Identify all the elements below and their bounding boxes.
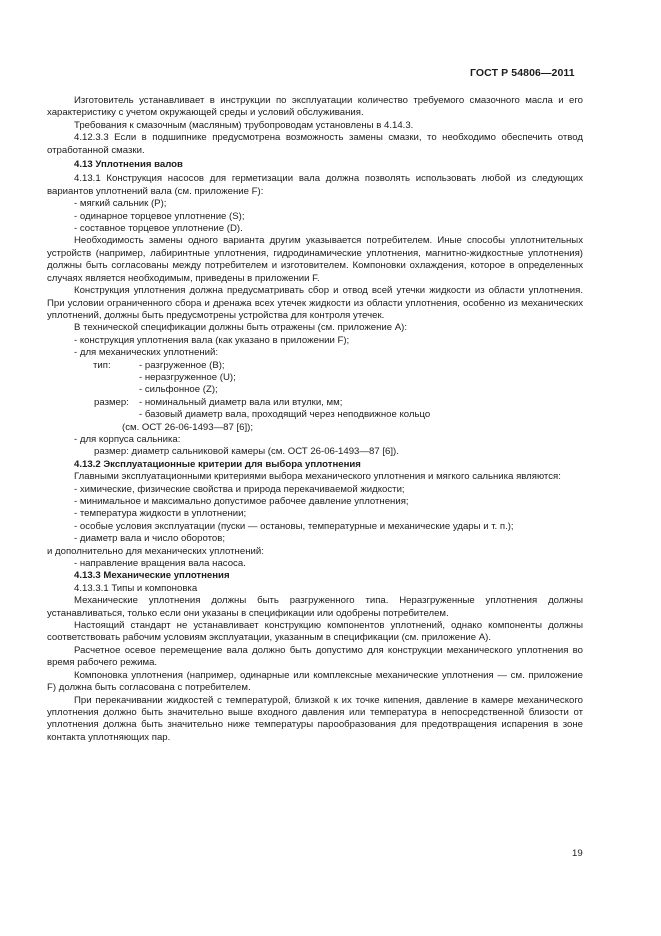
paragraph: Расчетное осевое перемещение вала должно быть допустимо для конструкции механического уплотнения во время рабочего режима. xyxy=(47,644,583,669)
size-value: (см. ОСТ 26-06-1493—87 [6]); xyxy=(122,421,254,433)
paragraph: При перекачивании жидкостей с температурой, близкой к их точке кипения, давление в камере механического уплотнения должно быть значительно выше входного давления или температура в непосредственной близости от уплотнения должна быть значительно ниже температуры парообразования для предотвращения испарения в зоне контакта уплотняющих пар. xyxy=(47,694,583,743)
list-item: - особые условия эксплуатации (пуски — остановы, температурные и механические удары и т. п.); xyxy=(74,520,514,532)
list-item: размер: диаметр сальниковой камеры (см. ОСТ 26-06-1493—87 [6]). xyxy=(94,446,399,458)
subsection-heading: 4.13.3.1 Типы и компоновка xyxy=(74,582,198,594)
size-row xyxy=(47,397,583,409)
paragraph: 4.12.3.3 Если в подшипнике предусмотрена возможность замены смазки, то необходимо обеспечить отвод отработанной смазки. xyxy=(47,132,583,156)
paragraph: Компоновка уплотнения (например, одинарные или комплексные механические уплотнения — см. приложение F) должна быть согласована с потребителем. xyxy=(47,669,583,694)
type-value: - разгруженное (B); xyxy=(139,359,225,371)
document-header: ГОСТ Р 54806—2011 xyxy=(470,67,575,79)
list-item: - одинарное торцевое уплотнение (S); xyxy=(74,210,245,222)
paragraph: Настоящий стандарт не устанавливает конструкцию компонентов уплотнений, однако компоненты должны соответствовать рабочим условиям эксплуатации, указанным в спецификации (см. приложение А). xyxy=(47,620,583,644)
paragraph: Требования к смазочным (масляным) трубопроводам установлены в 4.14.3. xyxy=(74,119,414,131)
list-item: - диаметр вала и число оборотов; xyxy=(74,533,225,545)
paragraph: Изготовитель устанавливает в инструкции по эксплуатации количество требуемого смазочного масла и его характеристику с учетом окружающей среды и условий обслуживания. xyxy=(47,95,583,119)
list-item: - химические, физические свойства и природа перекачиваемой жидкости; xyxy=(74,483,405,495)
size-value: - базовый диаметр вала, проходящий через неподвижное кольцо xyxy=(139,409,431,421)
type-label: тип: xyxy=(93,359,111,371)
paragraph: Механические уплотнения должны быть разгруженного типа. Неразгруженные уплотнения должны устанавливаться, только если они указаны в спецификации или одобрены потребителем. xyxy=(47,595,583,619)
paragraph: и дополнительно для механических уплотнений: xyxy=(47,545,264,557)
list-item: - для механических уплотнений: xyxy=(74,347,218,359)
page-number: 19 xyxy=(572,848,583,859)
list-item: - минимальное и максимально допустимое рабочее давление уплотнения; xyxy=(74,496,409,507)
list-item: - мягкий сальник (P); xyxy=(74,198,167,210)
section-heading: 4.13.2 Эксплуатационные критерии для выбора уплотнения xyxy=(74,458,361,470)
document-body xyxy=(47,95,583,744)
list-item: - направление вращения вала насоса. xyxy=(74,558,246,570)
list-item: - для корпуса сальника: xyxy=(74,433,181,445)
paragraph: В технической спецификации должны быть отражены (см. приложение А): xyxy=(74,322,408,334)
paragraph: Конструкция уплотнения должна предусматривать сбор и отвод всей утечки жидкости из области уплотнения. При условии ограниченного сбора и дренажа всех утечек жидкости из области уплотнения, особенно из механических уплотнений, должны быть предусмотрены устройства для контроля утечек. xyxy=(47,285,583,321)
paragraph: Необходимость замены одного варианта другим указывается потребителем. Иные способы уплотнительных устройств (например, лабиринтные уплотнения, гидродинамические уплотнения, магнитно-жидкостные уплотнения) должны быть согласованы между потребителем и изготовителем. Компоновки охлаждения, которое в определенных случаях является необходимым, приведены в приложении F. xyxy=(47,235,583,284)
paragraph: 4.13.1 Конструкция насосов для герметизации вала должна позволять использовать любой из следующих вариантов уплотнений вала (см. приложение F): xyxy=(47,173,583,197)
list-item: - конструкция уплотнения вала (как указано в приложении F); xyxy=(74,334,350,346)
size-value: - номинальный диаметр вала или втулки, мм; xyxy=(139,396,343,408)
list-item: - составное торцевое уплотнение (D). xyxy=(74,223,243,235)
type-value: - неразгруженное (U); xyxy=(139,371,236,383)
type-value: - сильфонное (Z); xyxy=(139,384,218,396)
paragraph: Главными эксплуатационными критериями выбора механического уплотнения и мягкого сальника являются: xyxy=(74,471,561,483)
list-item: - температура жидкости в уплотнении; xyxy=(74,508,247,520)
type-row xyxy=(47,360,583,372)
section-heading: 4.13 Уплотнения валов xyxy=(74,159,183,171)
section-heading: 4.13.3 Механические уплотнения xyxy=(74,570,230,582)
size-label: размер: xyxy=(94,396,129,408)
